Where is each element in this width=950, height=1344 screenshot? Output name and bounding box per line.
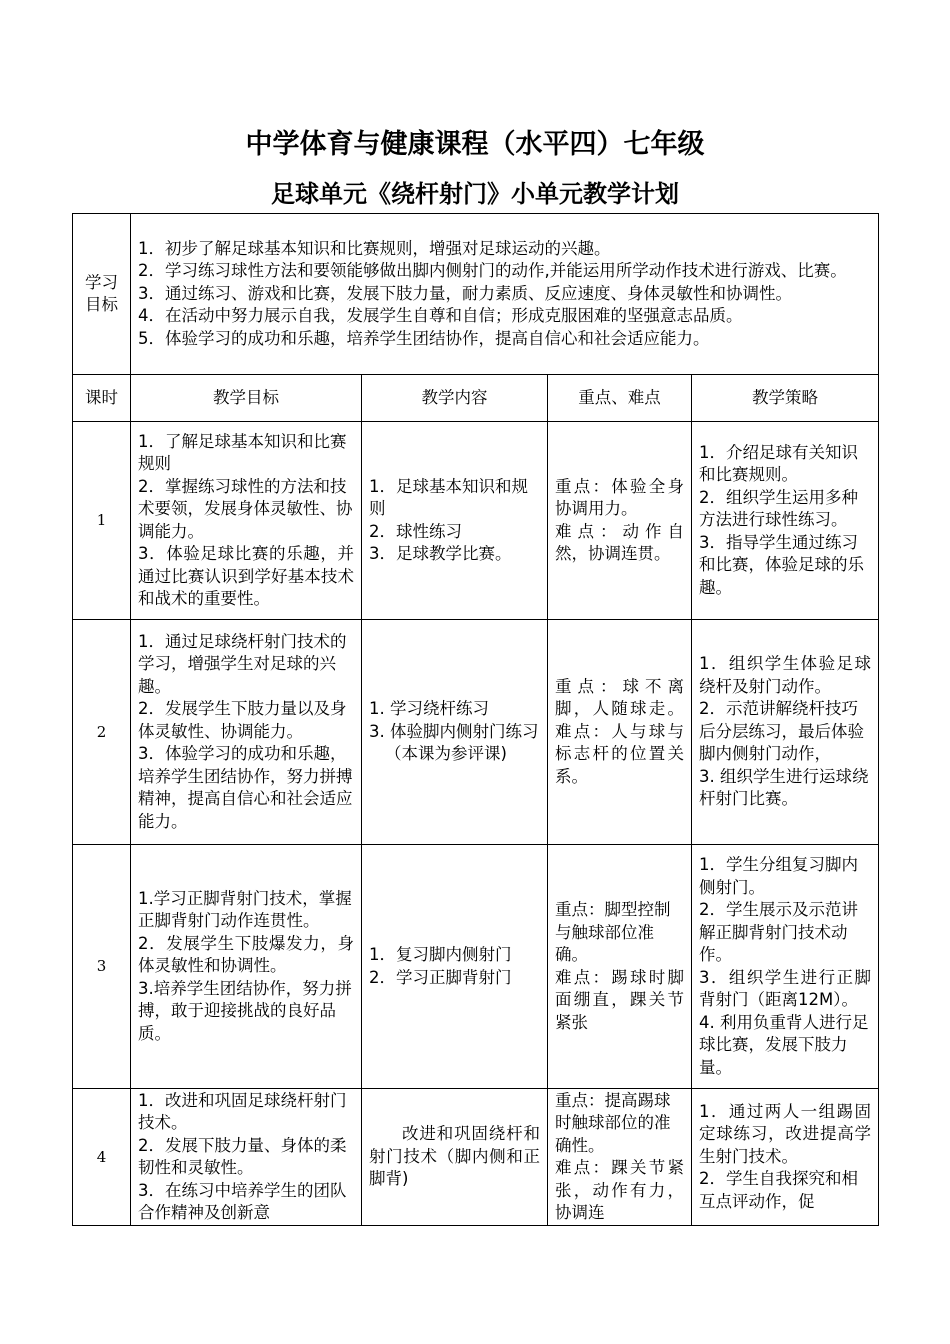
- lesson-row-4: [73, 1089, 879, 1226]
- lesson-goals: [131, 422, 362, 620]
- keypoint-item: 难点：踢球时脚面绷直，踝关节紧张: [555, 967, 684, 1032]
- lesson-keypoints: [548, 1089, 692, 1226]
- strategy-item: 2．示范讲解绕杆技巧后分层练习，最后体验脚内侧射门动作，: [699, 699, 864, 764]
- strategy-item: 1．通过两人一组踢固定球练习，改进提高学生射门技术。: [699, 1101, 871, 1166]
- lesson-goals: [131, 1089, 362, 1226]
- strategy-item: 2．学生展示及示范讲解正脚背射门技术动作。: [699, 900, 858, 964]
- lesson-keypoints: [548, 620, 692, 845]
- header-content: 教学内容: [362, 375, 548, 422]
- lesson-row-2: [73, 620, 879, 845]
- keypoint-item: 重点：提高踢球时触球部位的准确性。: [555, 1090, 671, 1155]
- lesson-number: 4: [73, 1089, 131, 1226]
- content-item: 3. 体验脚内侧射门练习: [369, 721, 539, 741]
- header-goals: 教学目标: [131, 375, 362, 422]
- lesson-row-3: [73, 845, 879, 1089]
- strategy-item: 4. 利用负重背人进行足球比赛，发展下肢力量。: [699, 1012, 869, 1077]
- objective-item: 2．学习练习球性方法和要领能够做出脚内侧射门的动作,并能运用所学动作技术进行游戏、比赛。: [138, 261, 847, 281]
- lesson-goals: [131, 620, 362, 845]
- goal-item: 1．改进和巩固足球绕杆射门技术。: [138, 1090, 347, 1132]
- lesson-plan-table: [72, 213, 879, 1226]
- lesson-strategy: [692, 422, 879, 620]
- goal-item: 2．掌握练习球性的方法和技术要领，发展身体灵敏性、协调能力。: [138, 476, 353, 541]
- goal-item: 2．发展学生下肢力量以及身体灵敏性、协调能力。: [138, 699, 347, 741]
- content-item: 2．学习正脚背射门: [369, 967, 512, 987]
- strategy-item: 1．组织学生体验足球绕杆及射门动作。: [699, 654, 871, 696]
- keypoint-item: 重点：球不离脚，人随球走。难点：人与球与标志杆的位置关系。: [555, 676, 684, 786]
- content-item: 1. 学习绕杆练习: [369, 699, 489, 719]
- objective-item: 3．通过练习、游戏和比赛，发展下肢力量，耐力素质、反应速度、身体灵敏性和协调性。: [138, 283, 792, 303]
- objective-item: 4．在活动中努力展示自我，发展学生自尊和自信；形成克服困难的坚强意志品质。: [138, 306, 743, 326]
- objectives-row: [73, 214, 879, 375]
- lesson-strategy: [692, 620, 879, 845]
- content-item: 1．复习脚内侧射门: [369, 945, 512, 964]
- objective-item: 5．体验学习的成功和乐趣，培养学生团结协作，提高自信心和社会适应能力。: [138, 328, 710, 348]
- lesson-row-1: [73, 422, 879, 620]
- keypoint-item: 重点：脚型控制与触球部位准确。: [555, 900, 671, 964]
- lesson-content: [362, 845, 548, 1089]
- goal-item: 1．通过足球绕杆射门技术的学习，增强学生对足球的兴趣。: [138, 631, 347, 696]
- goal-item: 3．体验学习的成功和乐趣，培养学生团结协作，努力拼搏精神，提高自信心和社会适应能力。: [138, 744, 353, 831]
- lesson-number: 3: [73, 845, 131, 1089]
- lesson-goals: [131, 845, 362, 1089]
- keypoint-item: 难点：踝关节紧张，动作有力，协调连: [555, 1158, 684, 1222]
- header-keypoints: 重点、难点: [548, 375, 692, 422]
- content-item: 2．球性练习: [369, 521, 462, 541]
- goal-item: 3.培养学生团结协作，努力拼搏，敢于迎接挑战的良好品质。: [138, 978, 352, 1043]
- page-subtitle: 足球单元《绕杆射门》小单元教学计划: [271, 180, 679, 208]
- keypoint-item: 难点：动作自然，协调连贯。: [555, 521, 684, 563]
- header-lesson: 课时: [73, 375, 131, 422]
- lesson-keypoints: [548, 845, 692, 1089]
- goal-item: 1.学习正脚背射门技术，掌握正脚背射门动作连贯性。: [138, 888, 352, 931]
- content-item: 1．足球基本知识和规则: [369, 476, 528, 518]
- goal-item: 3．体验足球比赛的乐趣，并通过比赛认识到学好基本技术和战术的重要性。: [138, 544, 354, 608]
- strategy-item: 3．指导学生通过练习和比赛，体验足球的乐趣。: [699, 532, 864, 597]
- page-title: 中学体育与健康课程（水平四）七年级: [245, 129, 705, 160]
- strategy-item: 3. 组织学生进行运球绕杆射门比赛。: [699, 766, 869, 809]
- header-row: [73, 375, 879, 422]
- strategy-item: 3．组织学生进行正脚背射门（距离12M）。: [699, 967, 871, 1009]
- content-item: （本课为参评课): [385, 744, 507, 764]
- strategy-item: 1．学生分组复习脚内侧射门。: [699, 855, 858, 897]
- objectives-label: [73, 214, 131, 375]
- lesson-number: 1: [73, 422, 131, 620]
- goal-item: 1．了解足球基本知识和比赛规则: [138, 431, 347, 473]
- strategy-item: 2．组织学生运用多种方法进行球性练习。: [699, 487, 858, 530]
- lesson-content: [362, 1089, 548, 1226]
- content-item: 3．足球教学比赛。: [369, 544, 512, 563]
- lesson-keypoints: [548, 422, 692, 620]
- goal-item: 2．发展下肢力量、身体的柔韧性和灵敏性。: [138, 1135, 347, 1177]
- lesson-content: [362, 620, 548, 845]
- objective-item: 1．初步了解足球基本知识和比赛规则，增强对足球运动的兴趣。: [138, 238, 611, 258]
- header-strategy: 教学策略: [692, 375, 879, 422]
- goal-item: 3．在练习中培养学生的团队合作精神及创新意: [138, 1180, 347, 1222]
- goal-item: 2．发展学生下肢爆发力，身体灵敏性和协调性。: [138, 933, 354, 976]
- lesson-strategy: [692, 1089, 879, 1226]
- objectives-label-text: 学习目标: [84, 272, 118, 314]
- lesson-strategy: [692, 845, 879, 1089]
- lesson-number: 2: [73, 620, 131, 845]
- objectives-list: [131, 214, 879, 375]
- strategy-item: 2．学生自我探究和相互点评动作，促: [699, 1169, 858, 1211]
- keypoint-item: 重点：体验全身协调用力。: [555, 476, 684, 518]
- content-item: 改进和巩固绕杆和射门技术（脚内侧和正脚背): [369, 1124, 540, 1189]
- lesson-content: [362, 422, 548, 620]
- strategy-item: 1．介绍足球有关知识和比赛规则。: [699, 442, 858, 485]
